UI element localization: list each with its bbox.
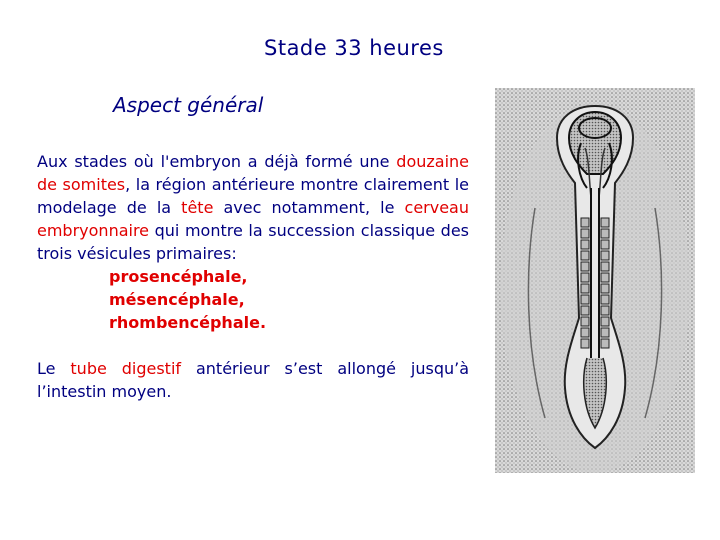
vesicle-prosencephale: prosencéphale, (109, 267, 248, 286)
text-segment: , la région antérieure montre clairement le modelage de la (37, 175, 469, 217)
vesicle-rhombencephale: rhombencéphale. (109, 313, 267, 332)
text-segment: Aux stades où l'embryon a déjà formé une (37, 152, 397, 171)
text-segment: avec notamment, le (213, 198, 405, 217)
text-segment: antérieur s’est allongé jusqu’à l’intestin moyen. (37, 359, 470, 401)
page-subtitle: Aspect général (113, 93, 264, 117)
page-title: Stade 33 heures (264, 36, 444, 60)
highlight-somites: douzaine de somites (37, 152, 469, 194)
text-segment: Le (37, 359, 71, 378)
text-segment: qui montre la succession classique des trois vésicules primaires: (37, 221, 469, 263)
paragraph-2 (37, 357, 469, 403)
highlight-tete: tête (181, 198, 214, 217)
highlight-tube-digestif: tube digestif (70, 359, 182, 378)
embryo-figure (495, 88, 695, 473)
vesicle-mesencephale: mésencéphale, (109, 290, 245, 309)
body-text (37, 150, 469, 403)
paragraph-1 (37, 150, 469, 265)
embryo-drawing-icon (495, 88, 695, 473)
highlight-cerveau: cerveau embryonnaire (37, 198, 469, 240)
